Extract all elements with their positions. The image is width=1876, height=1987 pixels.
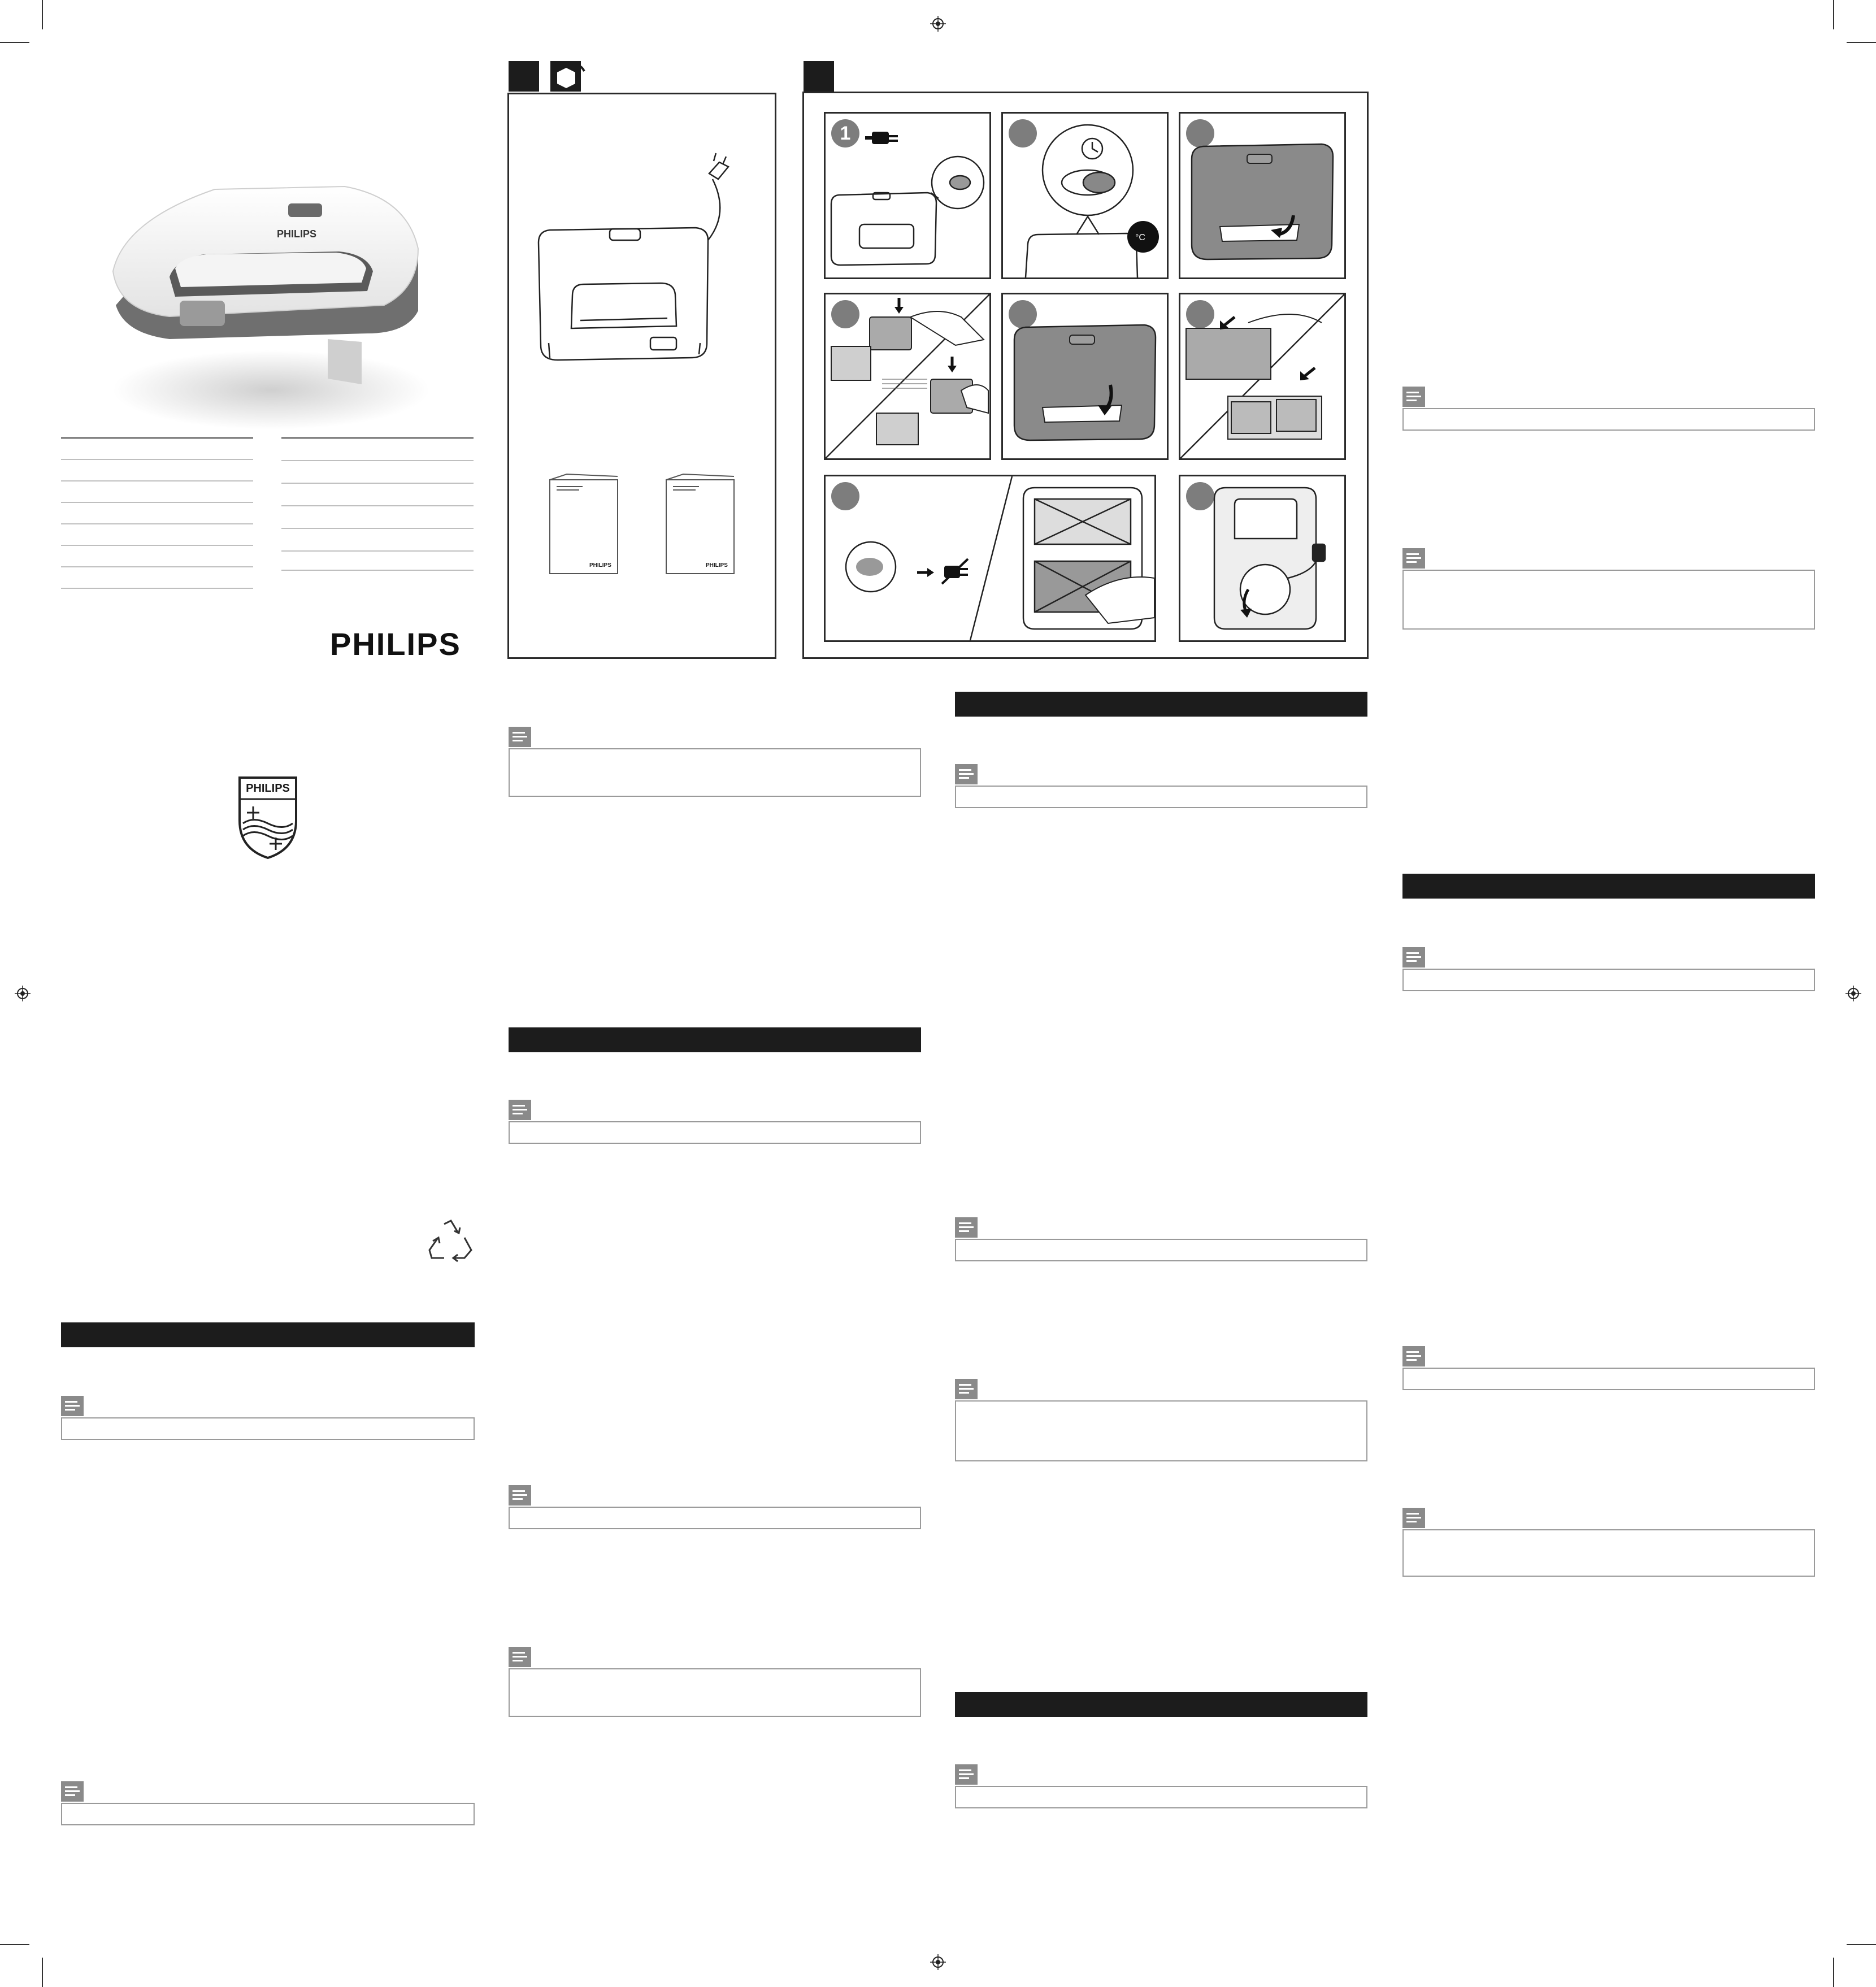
- step-4: [824, 293, 991, 460]
- note-icon: [509, 727, 531, 747]
- index-rule: [281, 570, 474, 571]
- booklet-logo: PHILIPS: [706, 562, 728, 569]
- svg-text:°C: °C: [1135, 233, 1145, 242]
- note-icon: [509, 1647, 531, 1667]
- philips-shield-logo: [236, 775, 299, 860]
- step-6: [1179, 293, 1346, 460]
- toaster-logo: PHILIPS: [277, 228, 317, 240]
- registration-mark: [930, 1954, 946, 1970]
- section-bar: [509, 1027, 921, 1052]
- crop-mark: [1847, 42, 1876, 43]
- note-icon: [955, 1764, 978, 1785]
- note-box: [955, 1239, 1367, 1261]
- booklet-logo: PHILIPS: [589, 562, 611, 569]
- index-rule: [61, 437, 253, 439]
- crop-mark: [1847, 1944, 1876, 1945]
- crop-mark: [42, 0, 43, 29]
- note-icon: [1402, 1508, 1425, 1528]
- unplug-icon: [944, 566, 968, 578]
- section-bar: [955, 1692, 1367, 1717]
- index-rule: [61, 480, 253, 481]
- crop-mark: [0, 1944, 29, 1945]
- note-icon: [509, 1485, 531, 1506]
- note-box: [509, 1121, 921, 1144]
- index-rule: [281, 460, 474, 461]
- note-box: [509, 1668, 921, 1717]
- index-rule: [61, 588, 253, 589]
- shield-text: PHILIPS: [246, 782, 290, 795]
- index-rule: [281, 505, 474, 506]
- index-rule: [61, 523, 253, 524]
- registration-mark: [15, 986, 31, 1001]
- note-icon: [955, 1217, 978, 1238]
- box-contents-panel: [507, 93, 776, 659]
- note-box: [1402, 570, 1815, 630]
- index-rule: [61, 566, 253, 567]
- note-icon: [509, 1100, 531, 1120]
- note-icon: [1402, 947, 1425, 968]
- step-8: [1179, 475, 1346, 642]
- section-bar: [61, 1322, 475, 1347]
- note-box: [509, 748, 921, 797]
- index-rule: [61, 459, 253, 460]
- philips-wordmark: PHILIPS: [330, 626, 461, 662]
- crop-mark: [0, 42, 29, 43]
- step-7: [824, 475, 1156, 642]
- note-icon: [955, 1379, 978, 1399]
- note-icon: [61, 1396, 84, 1416]
- note-box: [61, 1803, 475, 1825]
- crop-mark: [1833, 1958, 1834, 1987]
- note-box: [1402, 1529, 1815, 1577]
- recycle-icon: [427, 1218, 475, 1264]
- index-rule: [61, 545, 253, 546]
- index-rule: [281, 550, 474, 552]
- index-rule: [281, 483, 474, 484]
- crop-mark: [42, 1958, 43, 1987]
- step-3: [1179, 112, 1346, 279]
- index-rule: [281, 528, 474, 529]
- note-box: [61, 1417, 475, 1440]
- section-bar: [955, 692, 1367, 717]
- registration-mark: [930, 16, 946, 32]
- note-box: [955, 1786, 1367, 1808]
- figure-tag: [804, 61, 834, 92]
- registration-mark: [1845, 986, 1861, 1001]
- note-icon: [61, 1781, 84, 1802]
- note-box: [955, 786, 1367, 808]
- box-contents-icon: [548, 59, 589, 94]
- note-box: [1402, 969, 1815, 991]
- plug-icon: [865, 132, 898, 144]
- crop-mark: [1833, 0, 1834, 29]
- note-box: [955, 1400, 1367, 1461]
- note-box: [1402, 1368, 1815, 1390]
- note-icon: [1402, 548, 1425, 569]
- note-box: [1402, 408, 1815, 431]
- step-5: [1001, 293, 1169, 460]
- step-number: 1: [831, 119, 859, 147]
- index-rule: [61, 502, 253, 503]
- step-1: [824, 112, 991, 279]
- product-photo: [102, 170, 441, 435]
- section-bar: [1402, 874, 1815, 899]
- index-rule: [281, 437, 474, 439]
- note-icon: [1402, 1346, 1425, 1366]
- figure-tag: [509, 61, 539, 92]
- step-2: [1001, 112, 1169, 279]
- note-box: [509, 1507, 921, 1529]
- note-icon: [1402, 387, 1425, 407]
- note-icon: [955, 764, 978, 784]
